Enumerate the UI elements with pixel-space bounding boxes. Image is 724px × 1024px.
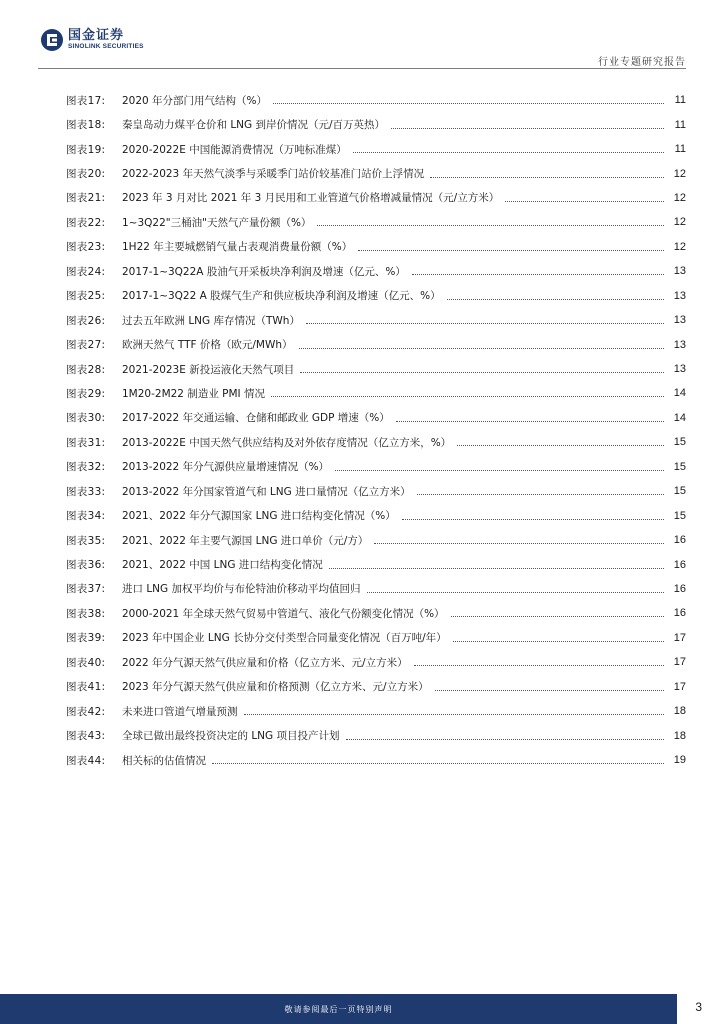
- toc-entry-page[interactable]: 15: [673, 509, 686, 522]
- toc-entry-page[interactable]: 16: [673, 534, 686, 547]
- toc-entry-title[interactable]: 2023 年 3 月对比 2021 年 3 月民用和工业管道气价格增减量情况（元/立方米）: [122, 192, 500, 205]
- toc-dot-leader: [273, 102, 664, 104]
- toc-entry-label: 图表26:: [66, 314, 106, 327]
- toc-dot-leader: [417, 493, 664, 495]
- table-of-figures: [66, 88, 686, 772]
- toc-entry-title[interactable]: 1~3Q22"三桶油"天然气产量份额（%）: [122, 216, 312, 229]
- toc-dot-leader: [430, 176, 664, 178]
- toc-entry-page[interactable]: 18: [673, 705, 686, 718]
- toc-entry-title[interactable]: 未来进口管道气增量预测: [122, 705, 238, 718]
- toc-dot-leader: [402, 518, 664, 520]
- toc-entry[interactable]: [66, 626, 686, 650]
- toc-entry-label: 图表17:: [66, 94, 106, 107]
- toc-entry-title[interactable]: 2021、2022 年主要气源国 LNG 进口单价（元/方）: [122, 534, 369, 547]
- toc-dot-leader: [300, 371, 664, 373]
- toc-entry-page[interactable]: 13: [673, 338, 686, 351]
- toc-dot-leader: [346, 738, 664, 740]
- toc-entry[interactable]: [66, 528, 686, 552]
- logo-chinese-name: 国金证券: [68, 28, 125, 44]
- toc-dot-leader: [358, 249, 664, 251]
- toc-entry-title[interactable]: 2013-2022 年分国家管道气和 LNG 进口量情况（亿立方米）: [122, 485, 411, 498]
- toc-entry-page[interactable]: 12: [673, 240, 686, 253]
- toc-entry[interactable]: [66, 650, 686, 674]
- toc-dot-leader: [335, 469, 664, 471]
- toc-entry-label: 图表27:: [66, 339, 106, 352]
- toc-entry-title[interactable]: 1H22 年主要城燃销气量占表观消费量份额（%）: [122, 241, 353, 254]
- toc-entry-label: 图表29:: [66, 387, 106, 400]
- toc-entry-page[interactable]: 13: [673, 314, 686, 327]
- toc-entry-label: 图表25:: [66, 290, 106, 303]
- toc-entry[interactable]: [66, 235, 686, 259]
- toc-entry-page[interactable]: 11: [674, 118, 686, 131]
- toc-entry-label: 图表21:: [66, 192, 106, 205]
- header-divider: [38, 68, 686, 69]
- toc-entry[interactable]: [66, 186, 686, 210]
- toc-entry-page[interactable]: 15: [673, 485, 686, 498]
- toc-entry-page[interactable]: 15: [673, 436, 686, 449]
- toc-entry-title[interactable]: 2021、2022 中国 LNG 进口结构变化情况: [122, 559, 323, 572]
- toc-entry[interactable]: [66, 88, 686, 112]
- toc-entry-title[interactable]: 过去五年欧洲 LNG 库存情况（TWh）: [122, 314, 300, 327]
- toc-dot-leader: [367, 591, 664, 593]
- toc-entry-label: 图表23:: [66, 241, 106, 254]
- toc-entry-label: 图表42:: [66, 705, 106, 718]
- toc-entry-title[interactable]: 2022 年分气源天然气供应量和价格（亿立方米、元/立方米）: [122, 656, 408, 669]
- toc-entry-title[interactable]: 秦皇岛动力煤平仓价和 LNG 到岸价情况（元/百万英热）: [122, 119, 386, 132]
- toc-entry-page[interactable]: 12: [673, 191, 686, 204]
- toc-entry-title[interactable]: 2023 年分气源天然气供应量和价格预测（亿立方米、元/立方米）: [122, 681, 429, 694]
- company-logo: [40, 28, 144, 52]
- toc-entry[interactable]: [66, 406, 686, 430]
- toc-entry-label: 图表18:: [66, 119, 106, 132]
- toc-entry-label: 图表33:: [66, 485, 106, 498]
- toc-entry-title[interactable]: 2013-2022 年分气源供应量增速情况（%）: [122, 461, 330, 474]
- toc-entry[interactable]: [66, 381, 686, 405]
- toc-entry[interactable]: [66, 675, 686, 699]
- toc-entry-label: 图表38:: [66, 607, 106, 620]
- toc-entry-title[interactable]: 2017-1~3Q22 A 股煤气生产和供应板块净利润及增速（亿元、%）: [122, 290, 441, 303]
- toc-entry-page[interactable]: 13: [673, 363, 686, 376]
- toc-entry-title[interactable]: 2023 年中国企业 LNG 长协分交付类型合同量变化情况（百万吨/年）: [122, 632, 447, 645]
- toc-entry-title[interactable]: 进口 LNG 加权平均价与布伦特油价移动平均值回归: [122, 583, 361, 596]
- toc-entry[interactable]: [66, 308, 686, 332]
- logo-emblem-icon: [40, 28, 64, 52]
- toc-entry[interactable]: [66, 284, 686, 308]
- toc-entry[interactable]: [66, 601, 686, 625]
- toc-dot-leader: [451, 615, 664, 617]
- toc-entry-label: 图表30:: [66, 412, 106, 425]
- toc-entry-title[interactable]: 2021、2022 年分气源国家 LNG 进口结构变化情况（%）: [122, 510, 396, 523]
- toc-entry[interactable]: [66, 112, 686, 136]
- toc-dot-leader: [306, 322, 664, 324]
- toc-dot-leader: [412, 273, 664, 275]
- toc-entry-label: 图表28:: [66, 363, 106, 376]
- toc-entry-title[interactable]: 2020 年分部门用气结构（%）: [122, 94, 268, 107]
- toc-entry-title[interactable]: 2020-2022E 中国能源消费情况（万吨标准煤）: [122, 143, 347, 156]
- toc-entry[interactable]: [66, 552, 686, 576]
- report-type-label: 行业专题研究报告: [598, 57, 686, 68]
- toc-entry-page[interactable]: 13: [673, 265, 686, 278]
- toc-entry-label: 图表41:: [66, 681, 106, 694]
- toc-dot-leader: [271, 395, 664, 397]
- toc-entry[interactable]: [66, 479, 686, 503]
- toc-entry-label: 图表39:: [66, 632, 106, 645]
- toc-dot-leader: [435, 689, 664, 691]
- toc-entry[interactable]: [66, 723, 686, 747]
- footer-disclaimer: 敬请参阅最后一页特别声明: [284, 1005, 393, 1014]
- logo-text: [68, 29, 144, 51]
- toc-dot-leader: [453, 640, 664, 642]
- toc-entry[interactable]: [66, 332, 686, 356]
- logo-english-name: SINOLINK SECURITIES: [68, 43, 144, 51]
- toc-entry-label: 图表24:: [66, 265, 106, 278]
- toc-entry-title[interactable]: 全球已做出最终投资决定的 LNG 项目投产计划: [122, 730, 340, 743]
- toc-entry[interactable]: [66, 748, 686, 772]
- toc-entry-page[interactable]: 16: [673, 607, 686, 620]
- toc-dot-leader: [396, 420, 664, 422]
- toc-dot-leader: [212, 762, 664, 764]
- toc-entry-page[interactable]: 14: [673, 387, 686, 400]
- toc-entry-label: 图表43:: [66, 730, 106, 743]
- toc-dot-leader: [374, 542, 664, 544]
- toc-entry-label: 图表20:: [66, 168, 106, 181]
- toc-dot-leader: [353, 151, 664, 153]
- toc-entry[interactable]: [66, 161, 686, 185]
- toc-entry[interactable]: [66, 577, 686, 601]
- toc-entry-page[interactable]: 16: [673, 582, 686, 595]
- toc-entry-page[interactable]: 11: [674, 94, 686, 107]
- toc-dot-leader: [447, 298, 664, 300]
- toc-entry-page[interactable]: 12: [673, 216, 686, 229]
- toc-entry[interactable]: [66, 430, 686, 454]
- toc-entry-label: 图表44:: [66, 754, 106, 767]
- toc-dot-leader: [505, 200, 664, 202]
- page-number: 3: [695, 1000, 702, 1014]
- toc-entry-label: 图表34:: [66, 510, 106, 523]
- toc-entry-page[interactable]: 17: [673, 631, 686, 644]
- toc-entry[interactable]: [66, 699, 686, 723]
- toc-entry-title[interactable]: 2000-2021 年全球天然气贸易中管道气、液化气份额变化情况（%）: [122, 607, 445, 620]
- toc-entry-label: 图表37:: [66, 583, 106, 596]
- toc-entry-title[interactable]: 2013-2022E 中国天然气供应结构及对外依存度情况（亿立方米，%）: [122, 436, 452, 449]
- toc-entry-label: 图表40:: [66, 656, 106, 669]
- toc-entry-title[interactable]: 2022-2023 年天然气淡季与采暖季门站价较基准门站价上浮情况: [122, 168, 425, 181]
- toc-entry-title[interactable]: 2021-2023E 新投运液化天然气项目: [122, 363, 295, 376]
- toc-entry-page[interactable]: 18: [673, 729, 686, 742]
- toc-entry-label: 图表36:: [66, 559, 106, 572]
- toc-entry-label: 图表35:: [66, 534, 106, 547]
- toc-dot-leader: [457, 444, 664, 446]
- toc-entry[interactable]: [66, 503, 686, 527]
- toc-entry-page[interactable]: 12: [673, 167, 686, 180]
- toc-entry-page[interactable]: 17: [673, 656, 686, 669]
- toc-entry-title[interactable]: 1M20-2M22 制造业 PMI 情况: [122, 387, 265, 400]
- toc-dot-leader: [299, 347, 665, 349]
- toc-entry-label: 图表22:: [66, 216, 106, 229]
- toc-entry[interactable]: [66, 137, 686, 161]
- toc-entry[interactable]: [66, 259, 686, 283]
- toc-entry-label: 图表31:: [66, 436, 106, 449]
- toc-dot-leader: [329, 567, 664, 569]
- toc-entry[interactable]: [66, 455, 686, 479]
- toc-entry[interactable]: [66, 210, 686, 234]
- toc-entry-page[interactable]: 11: [674, 143, 686, 156]
- toc-entry-title[interactable]: 2017-1~3Q22A 股油气开采板块净利润及增速（亿元、%）: [122, 265, 406, 278]
- toc-entry-label: 图表32:: [66, 461, 106, 474]
- toc-entry-page[interactable]: 14: [673, 411, 686, 424]
- toc-dot-leader: [244, 713, 665, 715]
- toc-entry-page[interactable]: 15: [673, 460, 686, 473]
- toc-entry-page[interactable]: 17: [673, 680, 686, 693]
- toc-dot-leader: [391, 127, 664, 129]
- toc-dot-leader: [414, 664, 664, 666]
- toc-entry-page[interactable]: 13: [673, 289, 686, 302]
- toc-entry-title[interactable]: 欧洲天然气 TTF 价格（欧元/MWh）: [122, 339, 293, 352]
- toc-entry-title[interactable]: 相关标的估值情况: [122, 754, 206, 767]
- toc-entry[interactable]: [66, 357, 686, 381]
- toc-entry-page[interactable]: 19: [673, 754, 686, 767]
- toc-entry-page[interactable]: 16: [673, 558, 686, 571]
- toc-entry-title[interactable]: 2017-2022 年交通运输、仓储和邮政业 GDP 增速（%）: [122, 412, 390, 425]
- toc-dot-leader: [317, 224, 664, 226]
- toc-entry-label: 图表19:: [66, 143, 106, 156]
- page-header: [0, 0, 724, 70]
